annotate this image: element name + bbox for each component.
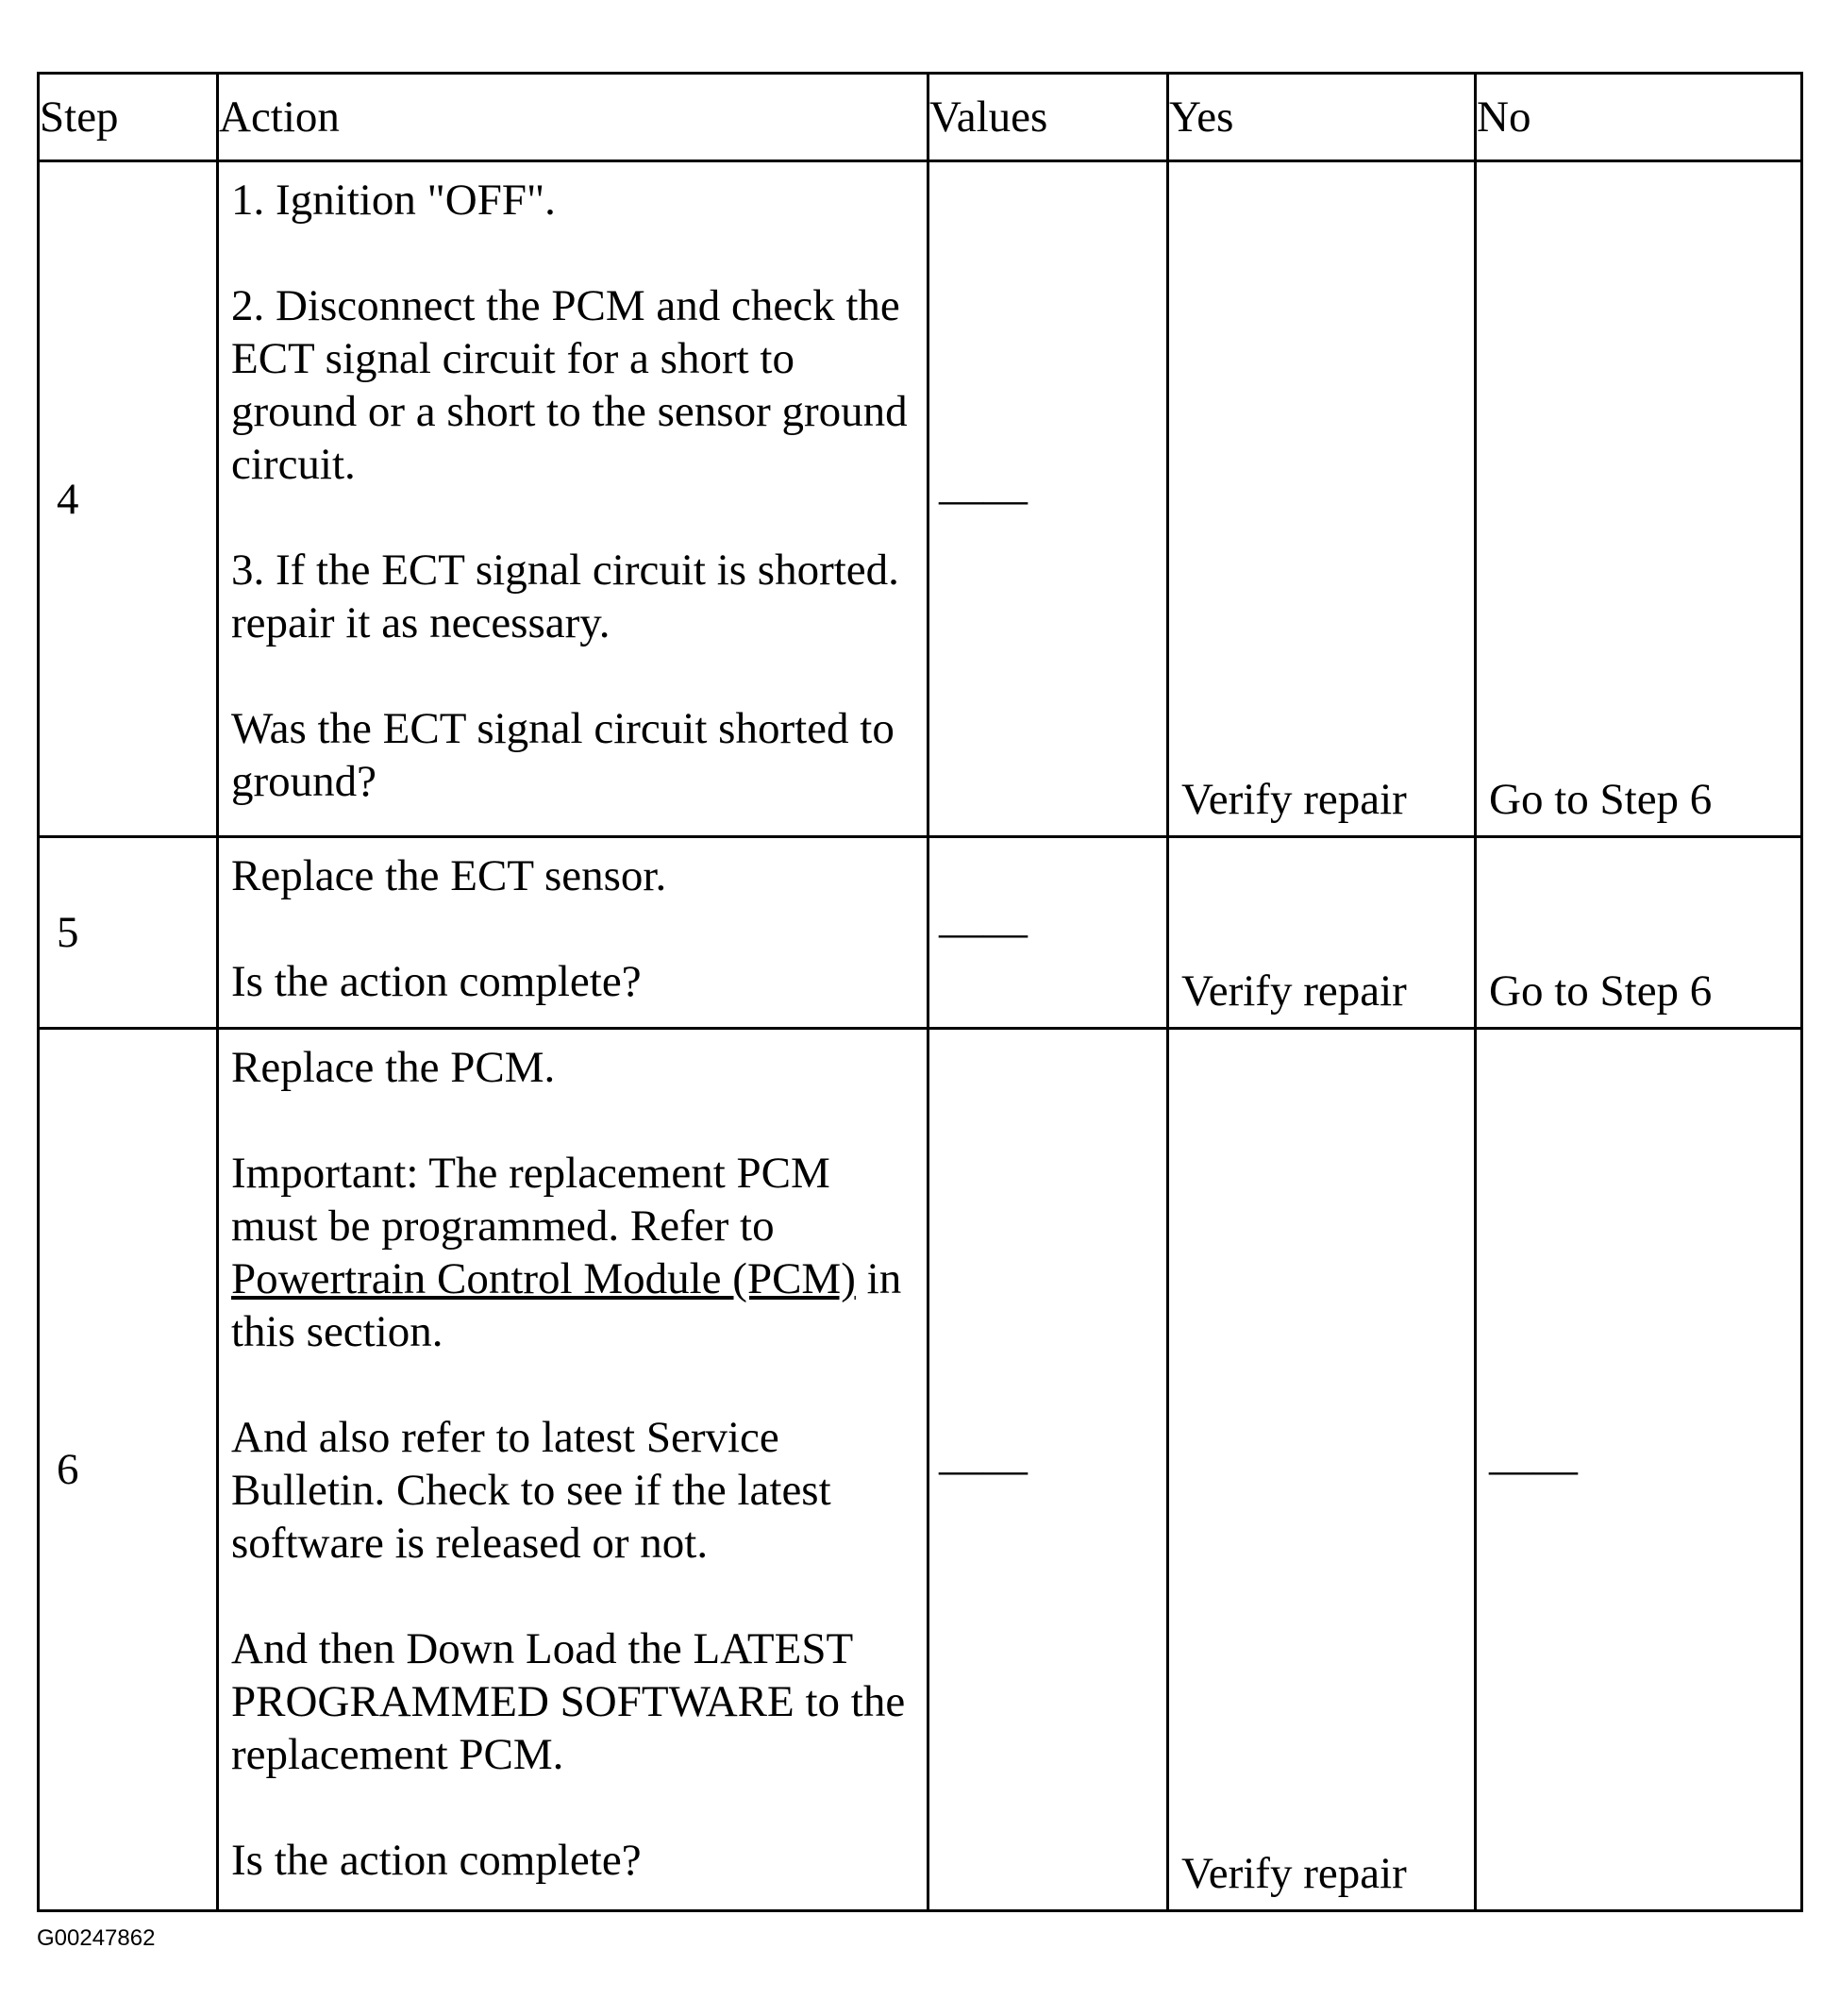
header-action: Action	[218, 74, 928, 161]
no-dash: ——	[1489, 1445, 1578, 1494]
action-question: Was the ECT signal circuit shorted to ground?	[231, 704, 895, 806]
action-cell	[218, 1029, 928, 1911]
values-cell	[928, 161, 1168, 837]
figure-id: G00247862	[37, 1925, 156, 1951]
action-text: And also refer to latest Service Bulletin. Check to see if the latest software is released or not.	[231, 1413, 831, 1568]
action-text: 2. Disconnect the PCM and check the ECT signal circuit for a short to ground or a short to the sensor ground circuit.	[231, 281, 908, 489]
values-cell	[928, 837, 1168, 1029]
important-note-end: in this section.	[231, 1254, 902, 1356]
step-number: 4	[39, 161, 218, 837]
step-number: 6	[39, 1029, 218, 1911]
header-row	[39, 74, 1802, 161]
header-no: No	[1476, 74, 1802, 161]
step-number: 5	[39, 837, 218, 1029]
no-cell: Go to Step 6	[1476, 161, 1802, 837]
action-text: 1. Ignition "OFF".	[231, 176, 556, 225]
table-row-step-6	[39, 1029, 1802, 1911]
header-yes: Yes	[1168, 74, 1476, 161]
table-row-step-5	[39, 837, 1802, 1029]
values-dash: ——	[939, 908, 1028, 957]
values-cell	[928, 1029, 1168, 1911]
action-cell	[218, 161, 928, 837]
header-step: Step	[39, 74, 218, 161]
action-text: Replace the PCM.	[231, 1043, 556, 1092]
action-text: 3. If the ECT signal circuit is shorted. repair it as necessary.	[231, 546, 899, 647]
action-cell	[218, 837, 928, 1029]
no-cell	[1476, 1029, 1802, 1911]
diagnostic-table	[37, 72, 1803, 1912]
pcm-reference-link[interactable]: Powertrain Control Module (PCM)	[231, 1254, 856, 1303]
action-text: Replace the ECT sensor.	[231, 851, 667, 900]
values-dash: ——	[939, 474, 1028, 524]
yes-cell: Verify repair	[1168, 1029, 1476, 1911]
action-question: Is the action complete?	[231, 957, 642, 1006]
yes-cell: Verify repair	[1168, 161, 1476, 837]
values-dash: ——	[939, 1445, 1028, 1494]
header-values: Values	[928, 74, 1168, 161]
yes-cell: Verify repair	[1168, 837, 1476, 1029]
no-cell: Go to Step 6	[1476, 837, 1802, 1029]
action-text: And then Down Load the LATEST PROGRAMMED SOFTWARE to the replacement PCM.	[231, 1624, 906, 1779]
table-row-step-4	[39, 161, 1802, 837]
important-note: Important: The replacement PCM must be programmed. Refer to	[231, 1149, 830, 1251]
action-text	[231, 1147, 915, 1358]
action-question: Is the action complete?	[231, 1836, 642, 1885]
